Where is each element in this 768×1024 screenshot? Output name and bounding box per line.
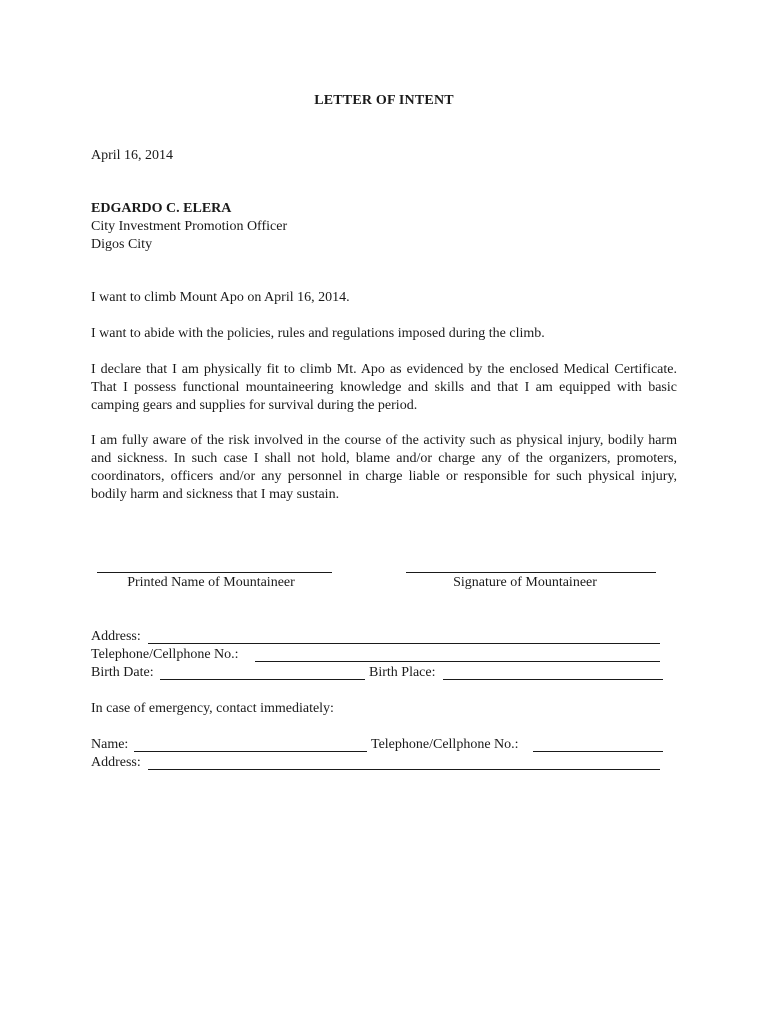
emergency-address-label: Address:	[91, 755, 141, 770]
birth-place-field[interactable]	[443, 679, 663, 680]
emergency-name-row	[91, 736, 663, 754]
birth-date-field[interactable]	[160, 679, 365, 680]
birth-row	[91, 664, 663, 682]
printed-name-label: Printed Name of Mountaineer	[127, 575, 295, 590]
signature-line[interactable]	[406, 572, 656, 573]
address-field[interactable]	[148, 643, 660, 644]
paragraph-fitness-declaration: I declare that I am physically fit to climb Mt. Apo as evidenced by the enclosed Medical Certificate. That I possess functional mountaineering knowledge and skills and that I am equipped with basic camping gears and supplies for survival during the period.	[91, 362, 677, 413]
emergency-telephone-label: Telephone/Cellphone No.:	[371, 737, 519, 752]
emergency-telephone-field[interactable]	[533, 751, 663, 752]
paragraph-climb-intent: I want to climb Mount Apo on April 16, 2014.	[91, 290, 350, 305]
signature-label: Signature of Mountaineer	[453, 575, 597, 590]
recipient-city: Digos City	[91, 237, 153, 252]
letter-date: April 16, 2014	[91, 148, 174, 163]
printed-name-line[interactable]	[97, 572, 332, 573]
document-title: LETTER OF INTENT	[314, 93, 454, 108]
telephone-field[interactable]	[255, 661, 660, 662]
emergency-name-field[interactable]	[134, 751, 367, 752]
telephone-label: Telephone/Cellphone No.:	[91, 647, 239, 662]
paragraph-abide-policies: I want to abide with the policies, rules and regulations imposed during the climb.	[91, 326, 545, 341]
recipient-name: EDGARDO C. ELERA	[91, 201, 232, 216]
emergency-intro: In case of emergency, contact immediately:	[91, 701, 334, 716]
paragraph-risk-waiver: I am fully aware of the risk involved in the course of the activity such as physical injury, bodily harm and sickness. In such case I shall not hold, blame and/or charge any of the organizers, promoters, coordinators, officers and/or any personnel in charge liable or responsible for such physical injury, bodily harm and sickness that I may sustain.	[91, 433, 677, 502]
birth-date-label: Birth Date:	[91, 665, 154, 680]
telephone-row	[91, 646, 661, 664]
address-label: Address:	[91, 629, 141, 644]
emergency-name-label: Name:	[91, 737, 129, 752]
address-row	[91, 628, 661, 646]
birth-place-label: Birth Place:	[369, 665, 436, 680]
emergency-address-field[interactable]	[148, 769, 660, 770]
recipient-position: City Investment Promotion Officer	[91, 219, 288, 234]
emergency-address-row	[91, 754, 661, 772]
